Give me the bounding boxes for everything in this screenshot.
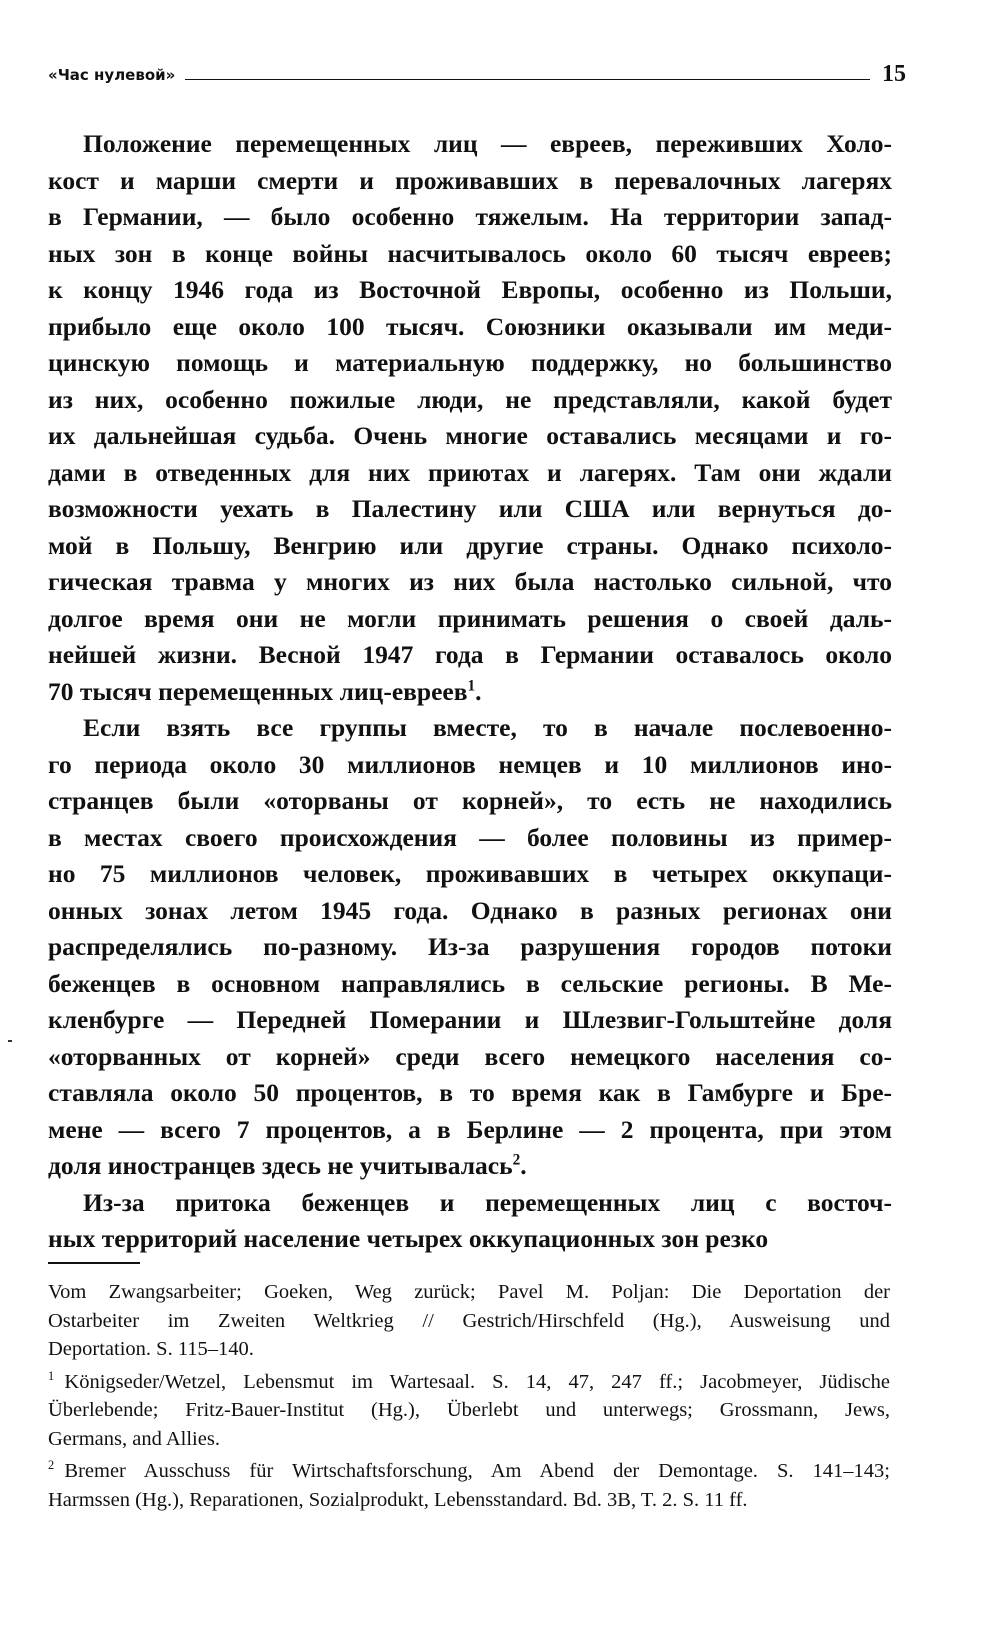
text-line: возможности уехать в Палестину или США или вернуться до- — [48, 494, 892, 523]
footnote-text: Ostarbeiter im Zweiten Weltkrieg // Gestrich/Hirschfeld (Hg.), Ausweisung und — [48, 1309, 890, 1332]
text-line: кост и марши смерти и проживавших в перевалочных лагерях — [48, 165, 892, 195]
text-line: долгое время они не могли принимать решения о своей даль- — [48, 603, 892, 633]
text-line: но 75 миллионов человек, проживавших в четырех оккупаци- — [48, 859, 892, 888]
footnote-marker: 2 — [48, 1458, 55, 1473]
scan-speck — [8, 1040, 12, 1042]
running-title: «Час нулевой» — [48, 66, 176, 84]
footnote-text: Königseder/Wetzel, Lebensmut im Wartesaal. S. 14, 47, 247 ff.; Jacobmeyer, Jüdische — [64, 1370, 890, 1393]
footnote-text: Überlebende; Fritz-Bauer-Institut (Hg.), Überlebt und unterwegs; Grossmann, Jews, — [48, 1399, 890, 1421]
footnote-marker: 1 — [48, 1368, 55, 1383]
footnote-text: Vom Zwangsarbeiter; Goeken, Weg zurück; Pavel M. Poljan: Die Deportation der — [48, 1281, 890, 1303]
text-line: доля иностранцев здесь не учитывалась$^2$. — [48, 1151, 527, 1180]
text-line: гическая травма у многих из них была настолько сильной, что — [48, 567, 892, 596]
text-line: в местах своего происхождения — более половины из пример- — [48, 822, 892, 852]
text-line: к концу 1946 года из Восточной Европы, особенно из Польши, — [48, 275, 892, 304]
text-line: беженцев в основном направлялись в сельские регионы. В Ме- — [48, 968, 892, 998]
text-line: их дальнейшая судьба. Очень многие оставались месяцами и го- — [48, 421, 892, 450]
footnote-line — [48, 1368, 890, 1397]
text-line: мене — всего 7 процентов, а в Берлине — 2 процента, при этом — [48, 1114, 892, 1144]
text-line: странцев были «оторваны от корней», то есть не находились — [48, 786, 892, 815]
footnote-reference: 1 — [467, 677, 476, 694]
text-line: ных территорий население четырех оккупационных зон резко — [48, 1224, 769, 1253]
text-line: ных зон в конце войны насчитывалось около 60 тысяч евреев; — [48, 238, 892, 268]
footnote-line — [48, 1307, 890, 1336]
footnote-line — [48, 1486, 890, 1515]
text-line: нейшей жизни. Весной 1947 года в Германии оставалось около — [48, 640, 892, 669]
text-line: Если взять все группы вместе, то в начале послевоенно- — [83, 713, 892, 742]
text-line: ставляла около 50 процентов, в то время как в Гамбурге и Бре- — [48, 1078, 892, 1107]
text-line: 70 тысяч перемещенных лиц-евреев$^1$. — [48, 676, 482, 706]
text-line: в Германии, — было особенно тяжелым. На территории запад- — [48, 202, 892, 231]
text-line: го периода около 30 миллионов немцев и 10 миллионов ино- — [48, 749, 892, 779]
body-text — [48, 126, 892, 1258]
text-line: кленбурге — Передней Померании и Шлезвиг-Гольштейне доля — [48, 1005, 892, 1034]
footnote-line — [48, 1457, 890, 1486]
footnote-line — [48, 1278, 890, 1307]
text-line: «оторванных от корней» среди всего немецкого населения со- — [48, 1041, 892, 1071]
footnote-reference: 2 — [512, 1151, 521, 1169]
header-rule — [185, 79, 870, 80]
footnote-text: Deportation. S. 115–140. — [48, 1338, 254, 1360]
text-line: Положение перемещенных лиц — евреев, переживших Холо- — [83, 129, 892, 158]
footnote-text: Germans, and Allies. — [48, 1427, 220, 1450]
footnote-text: Harmssen (Hg.), Reparationen, Sozialprodukt, Lebensstandard. Bd. 3B, T. 2. S. 11 ff. — [48, 1488, 748, 1511]
footnote-line — [48, 1396, 890, 1425]
footnotes — [48, 1278, 890, 1514]
footnote-line — [48, 1335, 890, 1364]
text-line: мой в Польшу, Венгрию или другие страны. Однако психоло- — [48, 530, 892, 560]
text-line: цинскую помощь и материальную поддержку, но большинство — [48, 348, 892, 377]
footnote-text: Bremer Ausschuss für Wirtschaftsforschung, Am Abend der Demontage. S. 141–143; — [64, 1460, 890, 1482]
text-line: Из-за притока беженцев и перемещенных лиц с восточ- — [83, 1187, 892, 1217]
text-line: онных зонах летом 1945 года. Однако в разных регионах они — [48, 895, 892, 925]
text-line: из них, особенно пожилые люди, не представляли, какой будет — [48, 384, 892, 414]
text-line: распределялись по-разному. Из-за разрушения городов потоки — [48, 932, 892, 961]
page-header — [48, 58, 906, 88]
page-number: 15 — [882, 61, 906, 87]
text-line: дами в отведенных для них приютах и лагерях. Там они ждали — [48, 457, 892, 487]
text-line: прибыло еще около 100 тысяч. Союзники оказывали им меди- — [48, 311, 892, 341]
footnote-rule — [48, 1262, 140, 1264]
footnote-line — [48, 1425, 890, 1454]
